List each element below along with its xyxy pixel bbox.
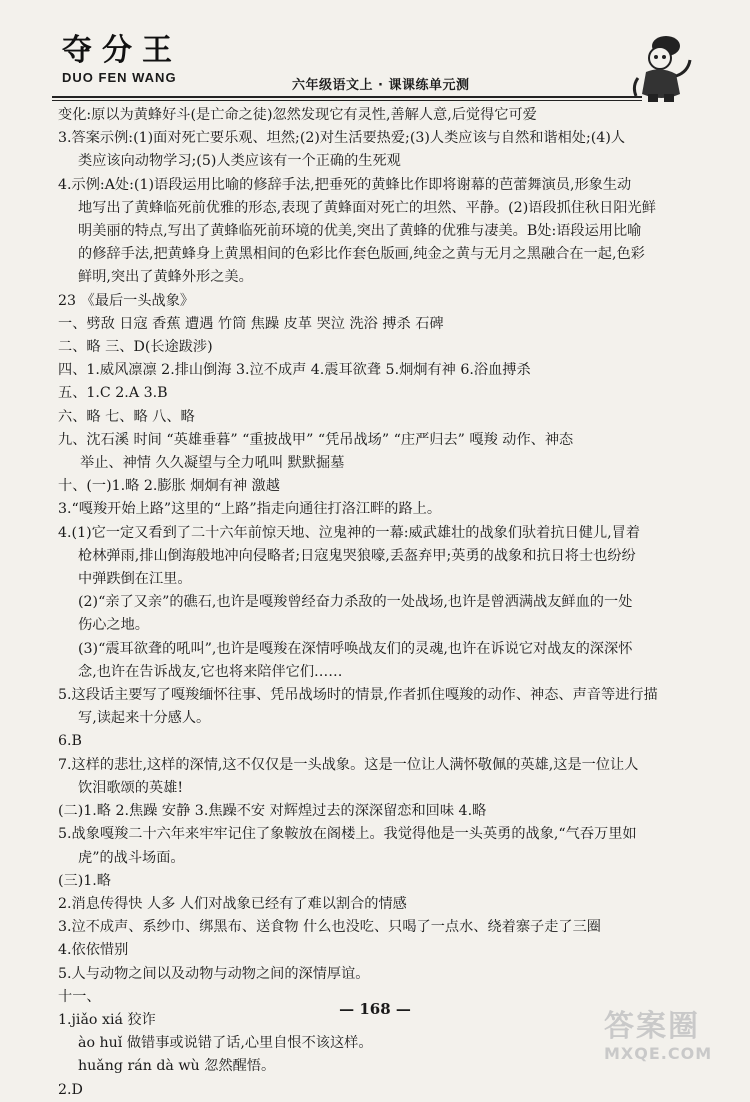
- text-line: 2.消息传得快 人多 人们对战象已经有了难以割合的情感: [58, 895, 407, 912]
- text-line: 类应该向动物学习;(5)人类应该有一个正确的生死观: [78, 153, 401, 170]
- page-number: — 168 —: [339, 1000, 411, 1018]
- header-rule-thin: [52, 100, 642, 101]
- text-line: 6.B: [58, 733, 82, 750]
- text-line: 4.依依惜别: [58, 942, 129, 959]
- text-line: 虎”的战斗场面。: [78, 849, 185, 866]
- text-line: 念,也许在告诉战友,它也将来陪伴它们……: [78, 663, 343, 680]
- text-line: 十一、: [58, 988, 101, 1005]
- text-line: 5.战象嘎羧二十六年来牢牢记住了象鞍放在阁楼上。我觉得他是一头英勇的战象,“气吞万里如: [58, 826, 637, 843]
- watermark-url: MXQE.COM: [604, 1044, 713, 1063]
- text-line: 2.D: [58, 1081, 83, 1098]
- text-line: 十、(一)1.略 2.膨胀 炯炯有神 激越: [58, 478, 280, 495]
- text-line: 四、1.威风凛凛 2.排山倒海 3.泣不成声 4.震耳欲聋 5.炯炯有神 6.浴血搏杀: [58, 362, 531, 379]
- page-header: [0, 0, 750, 108]
- text-line: 五、1.C 2.A 3.B: [58, 385, 168, 402]
- text-line: 3.答案示例:(1)面对死亡要乐观、坦然;(2)对生活要热爱;(3)人类应该与自然和谐相处;(4)人: [58, 130, 626, 147]
- text-line: (3)“震耳欲聋的吼叫”,也许是嘎羧在深情呼唤战友们的灵魂,也许在诉说它对战友的深深怀: [78, 640, 633, 657]
- brand-english-name: DUO FEN WANG: [62, 70, 177, 85]
- text-line: 4.(1)它一定又看到了二十六年前惊天地、泣鬼神的一幕:威武雄壮的战象们驮着抗日健儿,冒着: [58, 524, 641, 541]
- text-line: 地写出了黄蜂临死前优雅的形态,表现了黄蜂面对死亡的坦然、平静。(2)语段抓住秋日阳光鲜: [78, 199, 656, 216]
- text-line: 六、略 七、略 八、略: [58, 408, 195, 425]
- section-title: 23 《最后一头战象》: [58, 292, 195, 309]
- text-line: 变化:原以为黄蜂好斗(是亡命之徒)忽然发现它有灵性,善解人意,后觉得它可爱: [58, 107, 537, 123]
- site-watermark: [604, 1010, 744, 1070]
- text-line: 举止、神情 久久凝望与全力吼叫 默默掘墓: [80, 455, 345, 472]
- text-line: (三)1.略: [58, 872, 111, 889]
- text-line: 4.示例:A处:(1)语段运用比喻的修辞手法,把垂死的黄蜂比作即将谢幕的芭蕾舞演员,形象生动: [58, 176, 632, 193]
- text-line: ào huǐ 做错事或说错了话,心里自恨不该这样。: [78, 1035, 373, 1052]
- text-line: 7.这样的悲壮,这样的深情,这不仅仅是一头战象。这是一位让人满怀敬佩的英雄,这是一位让人: [58, 756, 639, 773]
- text-line: (2)“亲了又亲”的礁石,也许是嘎羧曾经奋力杀敌的一处战场,也许是曾洒满战友鲜血的一处: [78, 594, 633, 611]
- header-rule: [52, 96, 642, 98]
- text-line: 5.这段话主要写了嘎羧缅怀往事、凭吊战场时的情景,作者抓住嘎羧的动作、神态、声音等进行描: [58, 687, 658, 704]
- text-line: 伤心之地。: [78, 617, 149, 634]
- text-line: 3.泣不成声、系纱巾、绑黑布、送食物 什么也没吃、只喝了一点水、绕着寨子走了三圈: [58, 919, 601, 936]
- brand-logo: [62, 34, 182, 85]
- text-line: 枪林弹雨,排山倒海般地冲向侵略者;日寇鬼哭狼嚎,丢盔弃甲;英勇的战象和抗日将士也纷纷: [78, 547, 636, 564]
- text-line: (二)1.略 2.焦躁 安静 3.焦躁不安 对辉煌过去的深深留恋和回味 4.略: [58, 803, 487, 820]
- text-line: 写,读起来十分感人。: [78, 710, 211, 727]
- text-line: 一、劈敌 日寇 香蕉 遭遇 竹筒 焦躁 皮革 哭泣 洗浴 搏杀 石碑: [58, 315, 444, 332]
- brand-chinese-name: 夺分王: [62, 33, 182, 68]
- text-line: 二、略 三、D(长途跋涉): [58, 339, 213, 356]
- text-line: 鲜明,突出了黄蜂外形之美。: [78, 269, 253, 286]
- text-line: 九、沈石溪 时间 “英雄垂暮” “重披战甲” “凭吊战场” “庄严归去” 嘎羧 动作、神态: [58, 431, 574, 448]
- answer-content: [58, 104, 696, 1102]
- text-line: 明美丽的特点,写出了黄蜂临死前环境的优美,突出了黄蜂的优雅与凄美。B处:语段运用比喻: [78, 223, 642, 240]
- mascot-figure-icon: [628, 28, 694, 106]
- text-line: 饮泪歌颂的英雄!: [78, 779, 184, 796]
- text-line: huǎng rán dà wù 忽然醒悟。: [78, 1058, 276, 1075]
- watermark-brand: 答案圈: [604, 1009, 700, 1044]
- text-line: 5.人与动物之间以及动物与动物之间的深情厚谊。: [58, 965, 370, 982]
- text-line: 3.“嘎羧开始上路”这里的“上路”指走向通往打洛江畔的路上。: [58, 501, 442, 518]
- text-line: 的修辞手法,把黄蜂身上黄黑相间的色彩比作套色版画,纯金之黄与无月之黑融合在一起,色彩: [78, 246, 645, 263]
- book-series-title: 六年级语文上 · 课课练单元测: [292, 78, 470, 93]
- text-line: 中弹跌倒在江里。: [78, 571, 192, 588]
- text-line: 1.jiǎo xiá 狡诈: [58, 1011, 156, 1028]
